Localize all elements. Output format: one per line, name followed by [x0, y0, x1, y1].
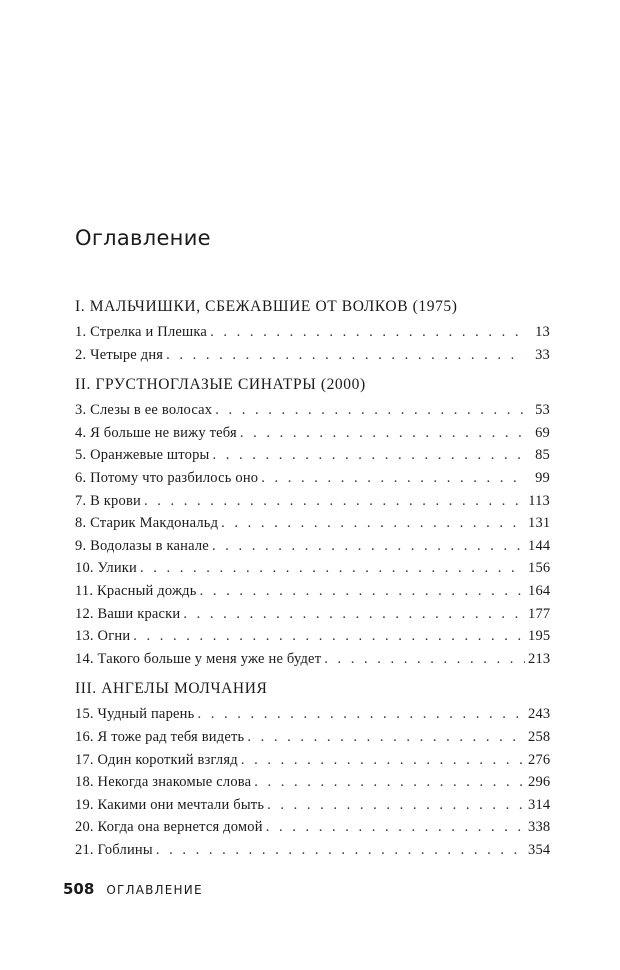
chapter-page-number: 164: [528, 582, 551, 599]
dot-leader: [166, 344, 525, 367]
chapter-page-number: 33: [535, 346, 550, 363]
dot-leader: [200, 580, 525, 603]
chapter-title: 11. Красный дождь: [75, 582, 197, 599]
chapter-title: 10. Улики: [75, 560, 137, 577]
dot-leader: [210, 321, 525, 344]
chapter-page-number: 276: [528, 751, 551, 768]
chapter-title: 19. Какими они мечтали быть: [75, 796, 265, 813]
toc-entry[interactable]: [75, 839, 550, 862]
chapter-page-number: 131: [528, 515, 551, 532]
chapter-title: 8. Старик Макдональд: [75, 515, 219, 532]
page-number: 508: [63, 880, 95, 898]
toc-entry[interactable]: [75, 794, 550, 817]
toc-entry[interactable]: [75, 557, 550, 580]
chapter-title: 7. В крови: [75, 492, 141, 509]
toc-entry[interactable]: [75, 816, 550, 839]
chapter-title: 2. Четыре дня: [75, 346, 164, 363]
table-of-contents: [75, 296, 550, 861]
chapter-page-number: 156: [528, 560, 551, 577]
dot-leader: [266, 816, 525, 839]
chapter-page-number: 144: [528, 537, 551, 554]
chapter-page-number: 314: [528, 796, 551, 813]
dot-leader: [324, 648, 525, 671]
toc-entry[interactable]: [75, 344, 550, 367]
chapter-page-number: 85: [535, 447, 550, 464]
chapter-title: 5. Оранжевые шторы: [75, 447, 210, 464]
chapter-page-number: 195: [528, 628, 551, 645]
chapter-title: 12. Ваши краски: [75, 605, 181, 622]
chapter-page-number: 258: [528, 728, 551, 745]
chapter-title: 13. Огни: [75, 628, 131, 645]
dot-leader: [140, 557, 525, 580]
dot-leader: [144, 490, 525, 513]
dot-leader: [221, 512, 525, 535]
chapter-page-number: 99: [535, 469, 550, 486]
running-title: ОГЛАВЛЕНИЕ: [106, 883, 203, 897]
dot-leader: [156, 839, 525, 862]
chapter-title: 17. Один короткий взгляд: [75, 751, 238, 768]
toc-entry[interactable]: [75, 703, 550, 726]
chapter-page-number: 338: [528, 819, 551, 836]
page-title: Оглавление: [75, 226, 211, 250]
toc-entry[interactable]: [75, 321, 550, 344]
dot-leader: [261, 467, 525, 490]
dot-leader: [133, 625, 525, 648]
toc-entry[interactable]: [75, 749, 550, 772]
dot-leader: [215, 399, 525, 422]
dot-leader: [212, 444, 525, 467]
dot-leader: [241, 749, 525, 772]
chapter-title: 18. Некогда знакомые слова: [75, 774, 252, 791]
part-heading: II. ГРУСТНОГЛАЗЫЕ СИНАТРЫ (2000): [75, 376, 366, 394]
chapter-title: 4. Я больше не вижу тебя: [75, 424, 237, 441]
chapter-title: 1. Стрелка и Плешка: [75, 324, 208, 340]
chapter-page-number: 13: [535, 324, 550, 340]
toc-entry[interactable]: [75, 603, 550, 626]
dot-leader: [240, 422, 525, 445]
toc-entry[interactable]: [75, 580, 550, 603]
toc-entry[interactable]: [75, 535, 550, 558]
toc-entry[interactable]: [75, 625, 550, 648]
chapter-title: 16. Я тоже рад тебя видеть: [75, 728, 245, 745]
part-heading: I. МАЛЬЧИШКИ, СБЕЖАВШИЕ ОТ ВОЛКОВ (1975): [75, 298, 458, 315]
chapter-page-number: 53: [535, 402, 550, 419]
part-heading: III. АНГЕЛЫ МОЛЧАНИЯ: [75, 680, 268, 698]
dot-leader: [212, 535, 525, 558]
chapter-page-number: 296: [528, 774, 551, 791]
chapter-page-number: 69: [535, 424, 550, 441]
toc-entry[interactable]: [75, 422, 550, 445]
toc-entry[interactable]: [75, 490, 550, 513]
dot-leader: [267, 794, 525, 817]
chapter-page-number: 354: [528, 841, 551, 858]
page-footer: [63, 880, 203, 899]
toc-entry[interactable]: [75, 399, 550, 422]
toc-entry[interactable]: [75, 771, 550, 794]
chapter-page-number: 113: [528, 492, 550, 509]
dot-leader: [254, 771, 525, 794]
dot-leader: [183, 603, 525, 626]
chapter-title: 21. Гоблины: [75, 841, 153, 858]
toc-entry[interactable]: [75, 444, 550, 467]
chapter-title: 6. Потому что разбилось оно: [75, 469, 259, 486]
dot-leader: [197, 703, 525, 726]
toc-entry[interactable]: [75, 648, 550, 671]
chapter-page-number: 213: [528, 650, 551, 667]
chapter-title: 9. Водолазы в канале: [75, 537, 209, 554]
toc-entry[interactable]: [75, 726, 550, 749]
chapter-title: 20. Когда она вернется домой: [75, 819, 263, 836]
toc-entry[interactable]: [75, 512, 550, 535]
chapter-title: 14. Такого больше у меня уже не будет: [75, 650, 322, 667]
chapter-page-number: 177: [528, 605, 551, 622]
chapter-title: 3. Слезы в ее волосах: [75, 402, 213, 419]
dot-leader: [247, 726, 525, 749]
toc-entry[interactable]: [75, 467, 550, 490]
chapter-title: 15. Чудный парень: [75, 706, 195, 723]
chapter-page-number: 243: [528, 706, 551, 723]
